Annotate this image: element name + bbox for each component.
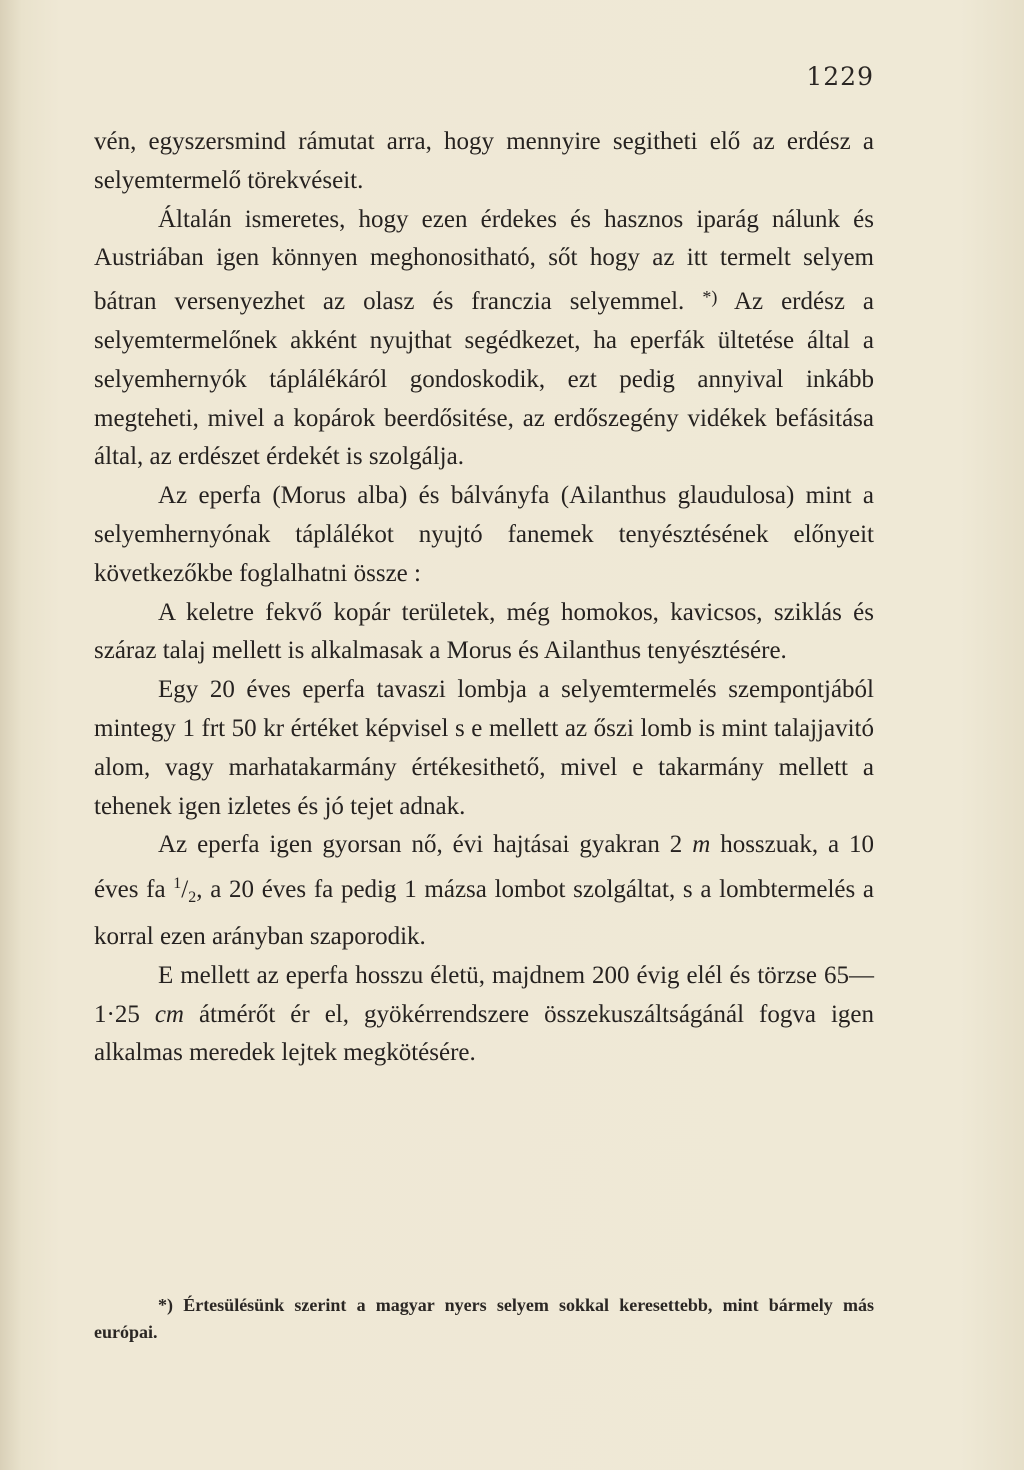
body-text [94, 123, 874, 1073]
paragraph-5: Egy 20 éves eperfa tavaszi lombja a selyemtermelés szempontjából mintegy 1 frt 50 kr értéket képvisel s e mellett az őszi lomb is mint talajjavitó alom, vagy marhatakarmány értékesithető, mivel e takarmány mellett a tehenek igen izletes és jó tejet adnak. [94, 676, 874, 820]
paragraph-1: vén, egyszersmind rámutat arra, hogy mennyire segitheti elő az erdész a selyemtermelő törekvéseit. [94, 128, 874, 194]
paragraph-7-text-a: E mellett az eperfa hosszu életü, majdnem 200 évig elél és törzse 65—1·25 [94, 961, 874, 1028]
paragraph-3: Az eperfa (Morus alba) és bálványfa (Ailanthus glaudulosa) mint a selyemhernyónak táplálékot nyujtó fanemek tenyésztésének előnyeit következőkbe foglalhatni össze : [94, 482, 874, 587]
footnote [94, 1292, 874, 1346]
fraction-slash: / [181, 876, 189, 904]
paragraph-7 [94, 957, 874, 1073]
paragraph-2 [94, 201, 874, 478]
unit-meter: m [692, 831, 711, 859]
footnote-marker: *) [702, 287, 718, 308]
paragraph-2-text: Általán ismeretes, hogy ezen érdekes és hasznos iparág nálunk és Austriában igen könnyen meghonositható, sőt hogy az itt termelt selyem bátran versenyezhet az olasz és franczia selyemmel. [94, 205, 874, 316]
paragraph-2-continued: Az erdész a selyemtermelőnek akként nyujthat segédkezet, ha eperfák ültetése által a selyemhernyók táplálékáról gondoskodik, ezt pedig annyival inkább megteheti, mivel a kopárok beerdősitése, az erdőszegény vidékek befásitása által, az erdészet érdekét is szolgálja. [94, 288, 875, 471]
paragraph-6 [94, 826, 874, 956]
paragraph-7-text-b: átmérőt ér el, gyökérrendszere összekuszáltságánál fogva igen alkalmas meredek lejtek megkötésére. [94, 1000, 874, 1067]
paragraph-6-text-a: Az eperfa igen gyorsan nő, évi hajtásai gyakran 2 [158, 831, 683, 859]
paragraph-6-text-b: hosszuak, a 10 éves fa [94, 831, 875, 904]
paragraph-6-text-c: , a 20 éves fa pedig 1 mázsa lombot szolgáltat, s a lombtermelés a korral ezen arányban szaporodik. [94, 876, 875, 950]
unit-centimeter: cm [154, 1000, 184, 1028]
fraction-denominator: 2 [188, 889, 197, 907]
page-number: 1229 [806, 62, 874, 91]
footnote-text: *) Értesülésünk szerint a magyar nyers selyem sokkal keresettebb, mint bármely más európai. [94, 1295, 874, 1342]
paragraph-4: A keletre fekvő kopár területek, még homokos, kavicsos, sziklás és száraz talaj mellett is alkalmasak a Morus és Ailanthus tenyésztésére. [94, 598, 874, 665]
fraction-numerator: 1 [173, 875, 182, 893]
